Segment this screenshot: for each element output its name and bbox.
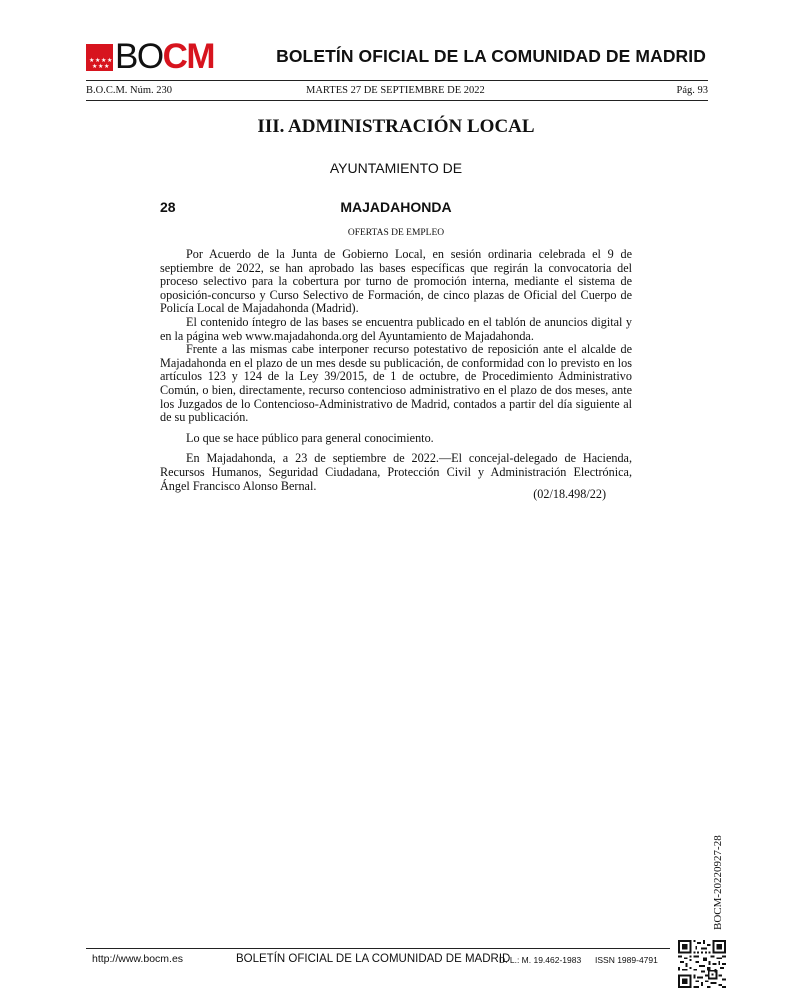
reference-code: (02/18.498/22)	[533, 487, 606, 501]
footer-url-link[interactable]: http://www.bocm.es	[92, 953, 184, 965]
entry-number: 28	[160, 199, 176, 215]
logo-wordmark	[115, 37, 215, 76]
bocm-logo	[86, 37, 215, 76]
announcement-body	[160, 248, 632, 493]
announcement-type: OFERTAS DE EMPLEO	[347, 228, 445, 238]
qr-code-icon	[678, 940, 726, 988]
legal-deposit: D. L.: M. 19.462-1983	[499, 955, 582, 965]
paragraph-4: Lo que se hace público para general conocimiento.	[186, 430, 434, 445]
issue-number: B.O.C.M. Núm. 230	[86, 85, 173, 96]
paragraph-1: Por Acuerdo de la Junta de Gobierno Local, en sesión ordinaria celebrada el 9 de septiembre de 2022, se han aprobado las bases específicas que regirán la convocatoria del proceso selectivo para la cobertura por turno de promoción interna, mediante el sistema de oposición-concurso y Curso Selectivo de Formación, de cinco plazas de Oficial del Cuerpo de Policía Local de Majadahonda (Madrid).	[160, 247, 632, 316]
journal-title: BOLETÍN OFICIAL DE LA COMUNIDAD DE MADRID	[276, 46, 706, 66]
logo-bo: BO	[115, 37, 163, 76]
municipality: MAJADAHONDA	[340, 199, 452, 215]
entity-label: AYUNTAMIENTO DE	[329, 160, 463, 176]
logo-cm: CM	[162, 37, 215, 76]
section-title: III. ADMINISTRACIÓN LOCAL	[257, 116, 535, 137]
paragraph-2: El contenido íntegro de las bases se encuentra publicado en el tablón de anuncios digital y en la página web www.majadahonda.org del Ayuntamiento de Majadahonda.	[160, 314, 632, 343]
paragraph-3: Frente a las mismas cabe interponer recurso potestativo de reposición ante el alcalde de Majadahonda en el plazo de un mes desde su publicación, de conformidad con lo previsto en los artículos 123 y 124 de la Ley 39/2015, de 1 de octubre, de Procedimiento Administrativo Común, o bien, directamente, recurso contencioso administrativo en el plazo de dos meses, ante los Juzgados de lo Contencioso-Administrativo de Madrid, contados a partir del día siguiente al de su publicación.	[160, 342, 632, 425]
paragraph-5: En Majadahonda, a 23 de septiembre de 2022.—El concejal-delegado de Hacienda, Recursos Humanos, Seguridad Ciudadana, Protección Civil y Administración Electrónica, Ángel Francisco Alonso Bernal.	[160, 451, 632, 493]
issue-date: MARTES 27 DE SEPTIEMBRE DE 2022	[306, 85, 485, 96]
header-rule-top	[86, 80, 708, 81]
page-number: Pág. 93	[676, 85, 708, 96]
footer-title: BOLETÍN OFICIAL DE LA COMUNIDAD DE MADRID	[236, 953, 511, 965]
footer-rule	[86, 948, 670, 949]
madrid-flag-icon: ★ ★ ★ ★ ★ ★ ★	[86, 44, 113, 71]
side-document-code: BOCM-20220927-28	[712, 835, 724, 930]
issn: ISSN 1989-4791	[595, 955, 658, 965]
header-rule-bottom	[86, 100, 708, 101]
